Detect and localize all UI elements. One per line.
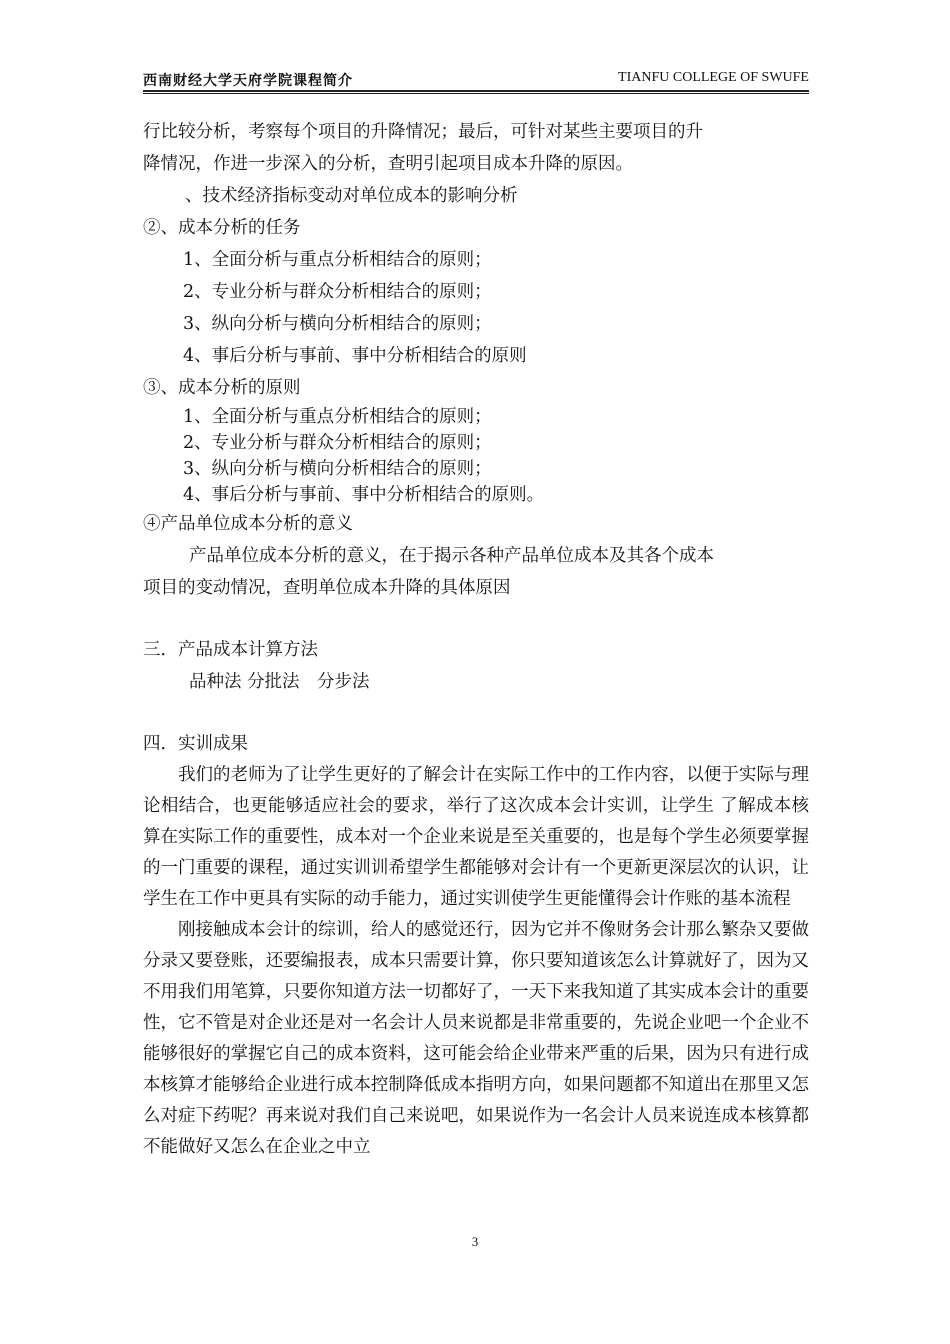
text-line: 项目的变动情况，查明单位成本升降的具体原因 xyxy=(143,578,511,598)
list-item: 2、专业分析与群众分析相结合的原则； xyxy=(183,433,492,453)
section-heading-tasks: ②、成本分析的任务 xyxy=(143,218,301,238)
list-item: 1、全面分析与重点分析相结合的原则； xyxy=(183,250,492,270)
page-header xyxy=(143,66,809,90)
header-college-english: TIANFU COLLEGE OF SWUFE xyxy=(618,70,809,85)
header-school-name: 西南财经大学天府学院课程简介 xyxy=(143,73,353,89)
section-heading-principles: ③、成本分析的原则 xyxy=(143,378,301,398)
document-body xyxy=(143,116,809,1163)
list-item: 3、纵向分析与横向分析相结合的原则； xyxy=(183,314,492,334)
section-heading-significance: ④产品单位成本分析的意义 xyxy=(143,514,353,534)
section-heading-training-results: 四．实训成果 xyxy=(143,734,248,754)
header-rule xyxy=(143,90,809,94)
page-number: 3 xyxy=(471,1234,479,1249)
list-item: 3、纵向分析与横向分析相结合的原则； xyxy=(183,459,492,479)
costing-methods-list: 品种法 分批法 分步法 xyxy=(189,672,370,692)
paragraph: 刚接触成本会计的综训，给人的感觉还行，因为它并不像财务会计那么繁杂又要做分录又要登账，还要编报表，成本只需要计算，你只要知道该怎么计算就好了，因为又不用我们用笔算，只要你知道方法一切都好了，一天下来我知道了其实成本会计的重要性，它不管是对企业还是对一名会计人员来说都是非常重要的，先说企业吧一个企业不能够很好的掌握它自己的成本资料，这可能会给企业带来严重的后果，因为只有进行成本核算才能够给企业进行成本控制降低成本指明方向，如果问题都不知道出在那里又怎么对症下药呢？再来说对我们自己来说吧，如果说作为一名会计人员来说连成本核算都不能做好又怎么在企业之中立 xyxy=(143,920,809,1157)
text-line: 降情况，作进一步深入的分析，查明引起项目成本升降的原因。 xyxy=(143,154,633,174)
text-line: 、技术经济指标变动对单位成本的影响分析 xyxy=(185,186,518,206)
section-heading-costing-methods: 三．产品成本计算方法 xyxy=(143,640,318,660)
spacer xyxy=(143,604,809,634)
list-item: 2、专业分析与群众分析相结合的原则； xyxy=(183,282,492,302)
paragraph: 我们的老师为了让学生更好的了解会计在实际工作中的工作内容，以便于实际与理论相结合，也更能够适应社会的要求，举行了这次成本会计实训，让学生 了解成本核算在实际工作的重要性，成本对一个企业来说是至关重要的，也是每个学生必须要掌握的一门重要的课程，通过实训训希望学生都能够对会计有一个更新更深层次的认识，让学生在工作中更具有实际的动手能力，通过实训使学生更能懂得会计作账的基本流程 xyxy=(143,765,809,909)
list-item: 4、事后分析与事前、事中分析相结合的原则。 xyxy=(183,485,545,505)
list-item: 1、全面分析与重点分析相结合的原则； xyxy=(183,407,492,427)
text-line: 产品单位成本分析的意义，在于揭示各种产品单位成本及其各个成本 xyxy=(189,546,714,566)
list-item: 4、事后分析与事前、事中分析相结合的原则 xyxy=(183,346,527,366)
text-line: 行比较分析，考察每个项目的升降情况；最后，可针对某些主要项目的升 xyxy=(143,122,703,142)
spacer xyxy=(143,698,809,728)
